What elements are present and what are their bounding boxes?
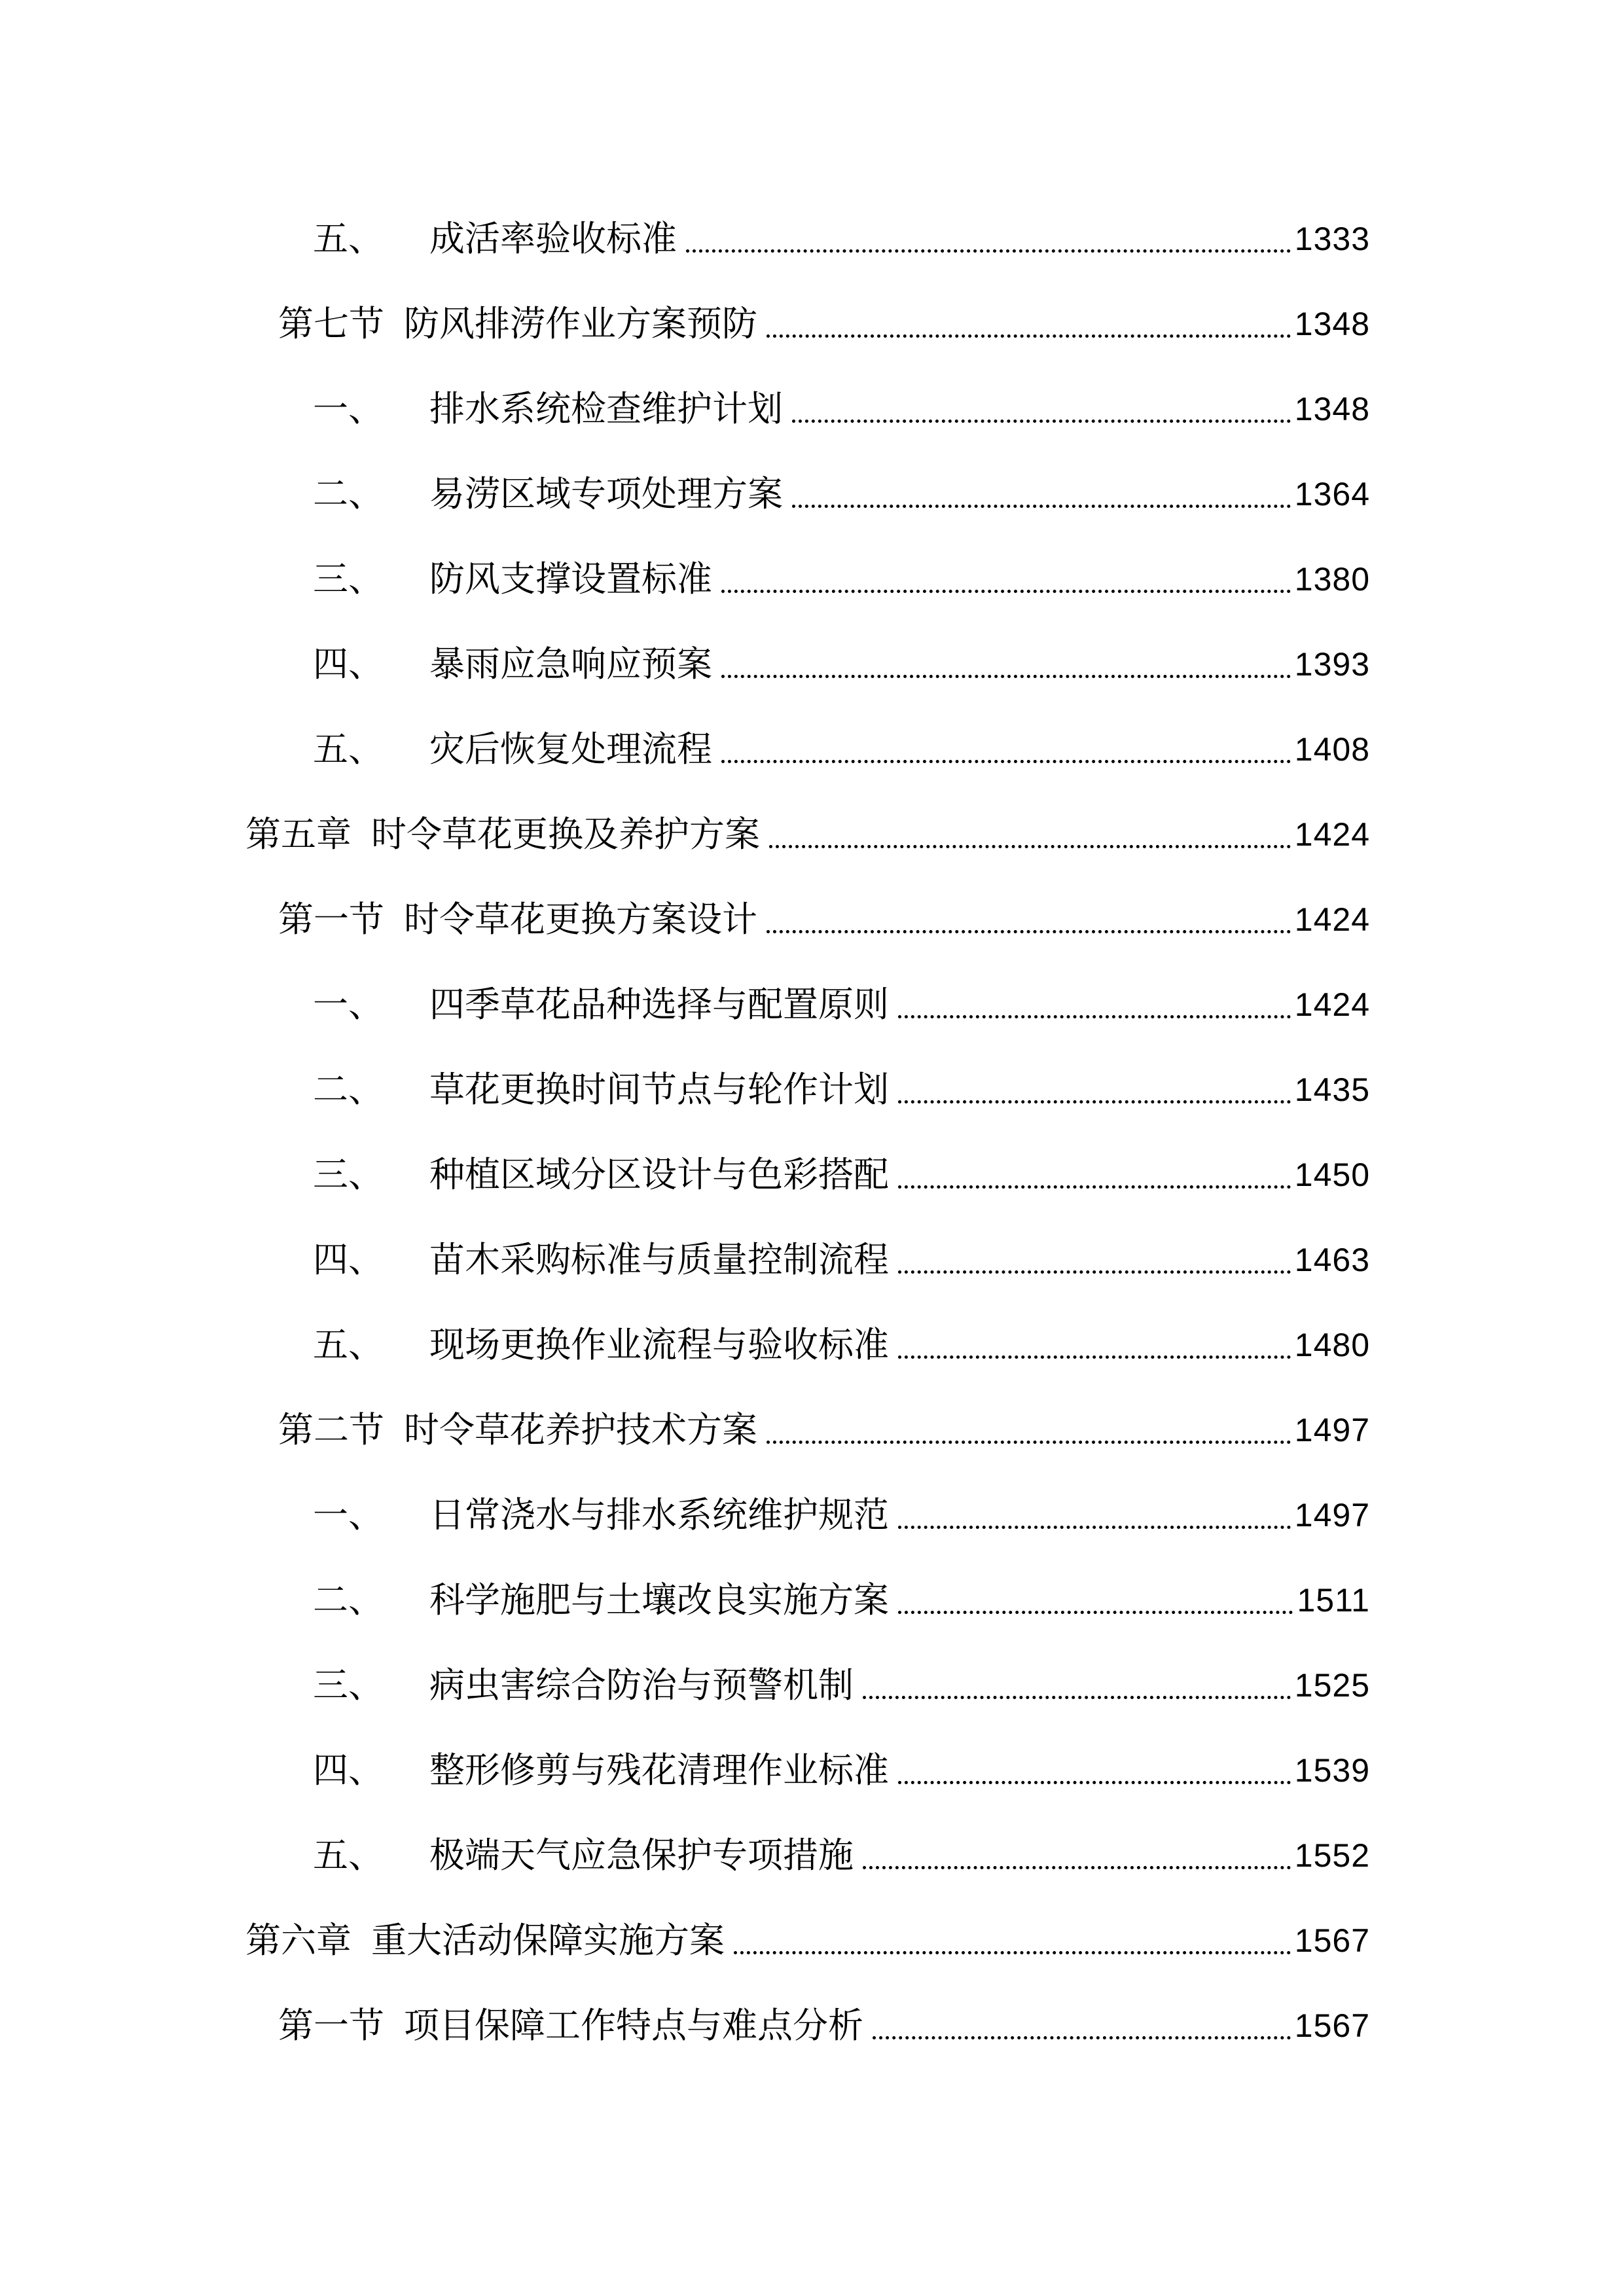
toc-entry[interactable] <box>278 1404 1370 1456</box>
dot-leader <box>898 1185 1291 1189</box>
dot-leader <box>686 249 1291 253</box>
dot-leader <box>898 1355 1291 1359</box>
toc-entry[interactable] <box>313 1574 1370 1626</box>
toc-entry-number: 第一节 <box>278 2005 384 2046</box>
toc-entry-number: 四、 <box>313 643 384 685</box>
toc-entry[interactable] <box>313 978 1370 1031</box>
toc-entry-page: 1567 <box>1294 2007 1370 2044</box>
dot-leader <box>898 1525 1291 1529</box>
toc-entry-page: 1380 <box>1294 561 1370 598</box>
dot-leader <box>863 1865 1291 1869</box>
toc-entry-title: 灾后恢复处理流程 <box>429 728 712 770</box>
toc-entry-page: 1463 <box>1294 1242 1370 1278</box>
dot-leader <box>767 334 1291 338</box>
dot-leader <box>721 759 1291 763</box>
toc-entry[interactable] <box>313 468 1370 520</box>
toc-entry-page: 1497 <box>1294 1497 1370 1534</box>
toc-entry-number: 三、 <box>313 558 384 600</box>
toc-entry-page: 1424 <box>1294 986 1370 1023</box>
toc-entry[interactable] <box>278 893 1370 946</box>
toc-entry-title: 极端天气应急保护专项措施 <box>429 1835 854 1876</box>
toc-entry[interactable] <box>313 1829 1370 1882</box>
toc-entry-number: 一、 <box>313 388 384 429</box>
toc-entry-title: 重大活动保障实施方案 <box>371 1920 725 1961</box>
toc-entry-number: 第一节 <box>278 899 384 940</box>
toc-entry-page: 1511 <box>1297 1582 1370 1619</box>
toc-entry-title: 成活率验收标准 <box>429 218 677 259</box>
toc-entry-page: 1348 <box>1294 391 1370 427</box>
toc-entry-title: 时令草花更换方案设计 <box>404 899 757 940</box>
toc-entry-number: 四、 <box>313 1749 384 1791</box>
toc-entry-number: 五、 <box>313 728 384 770</box>
toc-entry-title: 易涝区域专项处理方案 <box>429 473 783 514</box>
dot-leader <box>792 419 1291 423</box>
toc-entry-page: 1480 <box>1294 1327 1370 1363</box>
dot-leader <box>898 1014 1291 1018</box>
toc-entry-title: 防风排涝作业方案预防 <box>404 303 757 344</box>
toc-entry-number: 五、 <box>313 1324 384 1365</box>
toc-entry-page: 1552 <box>1294 1837 1370 1874</box>
dot-leader <box>873 2036 1291 2039</box>
toc-entry-title: 现场更换作业流程与验收标准 <box>429 1324 889 1365</box>
toc-entry-page: 1333 <box>1294 221 1370 257</box>
toc-entry[interactable] <box>313 1659 1370 1712</box>
toc-entry[interactable] <box>245 1914 1370 1967</box>
toc-entry[interactable] <box>313 553 1370 605</box>
toc-entry-page: 1450 <box>1294 1157 1370 1193</box>
toc-entry[interactable] <box>245 808 1370 861</box>
toc-entry-title: 科学施肥与土壤改良实施方案 <box>429 1579 889 1621</box>
toc-entry-title: 病虫害综合防治与预警机制 <box>429 1664 854 1706</box>
toc-entry-page: 1408 <box>1294 731 1370 768</box>
toc-entry[interactable] <box>313 1064 1370 1116</box>
dot-leader <box>863 1695 1291 1699</box>
dot-leader <box>898 1780 1291 1784</box>
toc-entry[interactable] <box>278 2000 1370 2052</box>
toc-entry[interactable] <box>313 638 1370 691</box>
toc-entry-page: 1393 <box>1294 646 1370 683</box>
toc-entry-number: 四、 <box>313 1239 384 1280</box>
toc-entry-title: 日常浇水与排水系统维护规范 <box>429 1494 889 1535</box>
toc-entry[interactable] <box>313 213 1370 265</box>
toc-entry-number: 一、 <box>313 1494 384 1535</box>
toc-entry-number: 二、 <box>313 1579 384 1621</box>
dot-leader <box>769 844 1291 848</box>
toc-entry-number: 二、 <box>313 1069 384 1110</box>
toc-entry-title: 时令草花养护技术方案 <box>404 1409 757 1450</box>
toc-entry-page: 1424 <box>1294 901 1370 938</box>
toc-entry[interactable] <box>313 383 1370 435</box>
toc-entry-title: 草花更换时间节点与轮作计划 <box>429 1069 889 1110</box>
dot-leader <box>721 674 1291 678</box>
toc-entry-page: 1435 <box>1294 1071 1370 1108</box>
toc-entry-number: 一、 <box>313 984 384 1025</box>
toc-entry-number: 二、 <box>313 473 384 514</box>
toc-entry-page: 1497 <box>1294 1412 1370 1448</box>
dot-leader <box>767 1440 1291 1444</box>
toc-entry[interactable] <box>313 1234 1370 1286</box>
toc-entry-number: 第七节 <box>278 303 384 344</box>
toc-entry[interactable] <box>313 1744 1370 1797</box>
toc-entry-title: 暴雨应急响应预案 <box>429 643 712 685</box>
toc-entry-title: 苗木采购标准与质量控制流程 <box>429 1239 889 1280</box>
toc-entry-title: 防风支撑设置标准 <box>429 558 712 600</box>
toc-entry-page: 1567 <box>1294 1922 1370 1959</box>
dot-leader <box>792 504 1291 508</box>
toc-entry-title: 时令草花更换及养护方案 <box>371 814 760 855</box>
toc-entry-title: 排水系统检查维护计划 <box>429 388 783 429</box>
toc-entry-page: 1364 <box>1294 476 1370 512</box>
toc-entry[interactable] <box>313 1149 1370 1201</box>
toc-entry[interactable] <box>313 1319 1370 1371</box>
toc-entry-number: 五、 <box>313 218 384 259</box>
toc-entry-number: 三、 <box>313 1154 384 1195</box>
dot-leader <box>734 1950 1291 1954</box>
toc-entry-number: 第六章 <box>245 1920 352 1961</box>
dot-leader <box>898 1270 1291 1274</box>
toc-entry-title: 种植区域分区设计与色彩搭配 <box>429 1154 889 1195</box>
toc-entry[interactable] <box>278 298 1370 350</box>
toc-entry[interactable] <box>313 1489 1370 1541</box>
dot-leader <box>898 1610 1293 1614</box>
toc-entry-page: 1424 <box>1294 816 1370 853</box>
toc-entry-number: 第二节 <box>278 1409 384 1450</box>
toc-entry-title: 整形修剪与残花清理作业标准 <box>429 1749 889 1791</box>
toc-entry[interactable] <box>313 723 1370 776</box>
toc-entry-page: 1539 <box>1294 1752 1370 1789</box>
dot-leader <box>721 589 1291 593</box>
toc-entry-title: 项目保障工作特点与难点分析 <box>404 2005 863 2046</box>
toc-entry-page: 1525 <box>1294 1667 1370 1704</box>
toc-entry-title: 四季草花品种选择与配置原则 <box>429 984 889 1025</box>
toc-entry-number: 第五章 <box>245 814 352 855</box>
toc-entry-number: 五、 <box>313 1835 384 1876</box>
dot-leader <box>767 929 1291 933</box>
toc-entry-page: 1348 <box>1294 306 1370 342</box>
dot-leader <box>898 1100 1291 1103</box>
toc-entry-number: 三、 <box>313 1664 384 1706</box>
